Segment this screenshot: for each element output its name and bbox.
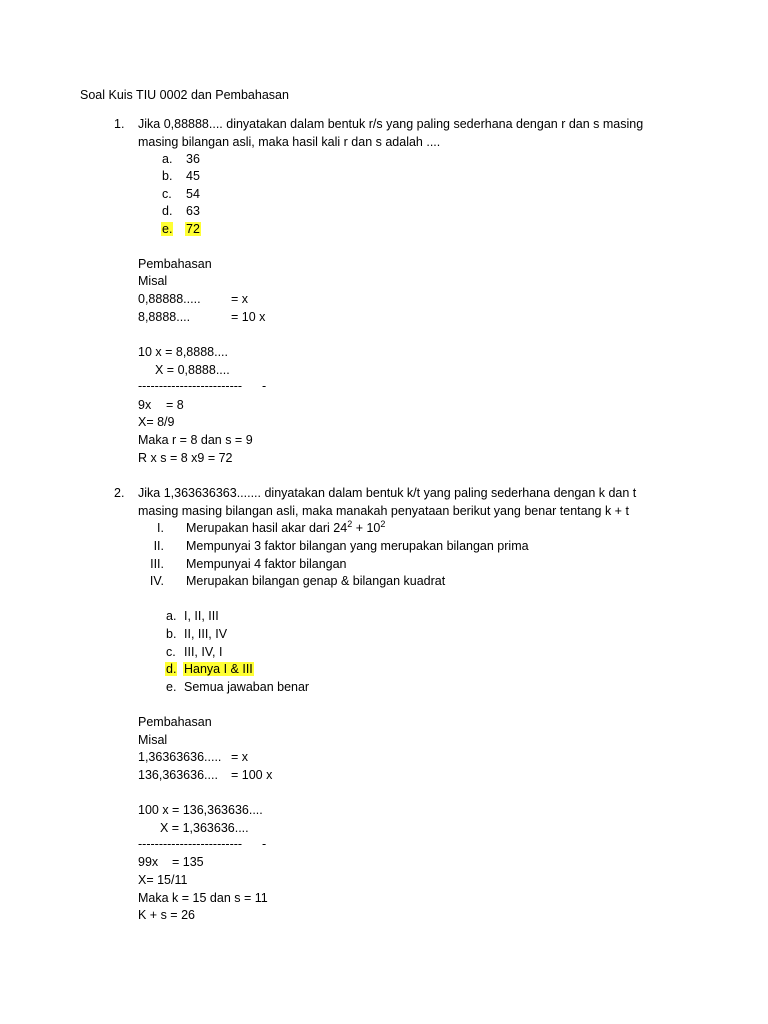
q2-work-2-left: 136,363636.... [138,768,218,782]
q2-statement-1-exponent-2: 2 [380,519,386,529]
q2-work-2-right: = 100 x [231,768,273,782]
q2-divider-minus: - [262,837,267,851]
document-title: Soal Kuis TIU 0002 dan Pembahasan [80,88,289,102]
q2-statement-2-text: Mempunyai 3 faktor bilangan yang merupakan bilangan prima [186,539,529,553]
q2-work-8: K + s = 26 [138,908,195,922]
q2-option-e-text: Semua jawaban benar [184,680,310,694]
q2-statement-1-number: I. [157,521,164,535]
question-2-line-1: Jika 1,363636363....... dinyatakan dalam bentuk k/t yang paling sederhana dengan k dan t [138,486,637,500]
q1-work-1-left: 0,88888..... [138,292,201,306]
q1-pembahasan-heading: Pembahasan [138,257,212,271]
q2-divider-dashes: ------------------------- [138,837,243,851]
q2-pembahasan-heading: Pembahasan [138,715,212,729]
q2-option-d-letter [165,661,177,678]
q2-statement-1-main: Merupakan hasil akar dari 24 [186,521,348,535]
q2-statement-4-text: Merupakan bilangan genap & bilangan kuadrat [186,574,446,588]
q2-work-1-left: 1,36363636..... [138,750,222,764]
q1-work-2-right: = 10 x [231,310,266,324]
q1-option-c-text: 54 [186,187,200,201]
q1-work-2-left: 8,8888.... [138,310,191,324]
q2-work-5-left: 99x [138,855,159,869]
q2-work-3: 100 x = 136,363636.... [138,803,263,817]
q2-option-c-letter: c. [166,645,176,659]
q2-statement-2-number: II. [153,539,164,553]
q1-answer-highlight-letter: e. [162,222,173,236]
q1-misal: Misal [138,274,168,288]
q1-option-d-letter: d. [162,204,173,218]
question-1-line-2: masing bilangan asli, maka hasil kali r dan s adalah .... [138,135,441,149]
q2-option-a-letter: a. [166,609,177,623]
q1-divider-dashes: ------------------------- [138,379,243,393]
q2-option-e-letter: e. [166,680,177,694]
question-1-number: 1. [114,117,125,131]
q2-work-5-right: = 135 [172,855,204,869]
q1-option-b-text: 45 [186,169,200,183]
q2-option-c-text: III, IV, I [184,645,223,659]
q1-work-5-right: = 8 [166,398,184,412]
q2-answer-highlight-text: Hanya I & III [184,662,253,676]
question-2-number: 2. [114,486,125,500]
question-2-line-2: masing masing bilangan asli, maka manakah penyataan berikut yang benar tentang k + t [138,504,629,518]
question-1-line-1: Jika 0,88888.... dinyatakan dalam bentuk r/s yang paling sederhana dengan r dan s masing [138,117,644,131]
q1-work-8: R x s = 8 x9 = 72 [138,451,233,465]
q1-work-7: Maka r = 8 dan s = 9 [138,433,253,447]
q2-option-d-text [183,661,254,678]
q2-work-7: Maka k = 15 dan s = 11 [138,891,268,905]
q1-work-3: 10 x = 8,8888.... [138,345,228,359]
q1-option-e-letter [161,221,173,238]
q2-statement-1-exponent-1: 2 [347,519,353,529]
q2-statement-3-number: III. [150,557,164,571]
q1-work-5-left: 9x [138,398,152,412]
q1-option-a-text: 36 [186,152,200,166]
q1-work-1-right: = x [231,292,249,306]
q2-statement-1-text [186,520,385,537]
q1-option-e-text [185,221,201,238]
q2-work-6: X= 15/11 [138,873,188,887]
q1-option-b-letter: b. [162,169,173,183]
q2-option-a-text: I, II, III [184,609,219,623]
q1-option-d-text: 63 [186,204,200,218]
q1-divider-minus: - [262,379,267,393]
q2-statement-4-number: IV. [149,574,164,588]
q1-option-a-letter: a. [162,152,173,166]
q2-option-b-letter: b. [166,627,177,641]
q1-answer-highlight-text: 72 [186,222,200,236]
q2-work-1-right: = x [231,750,249,764]
q2-answer-highlight-letter: d. [166,662,177,676]
q2-option-b-text: II, III, IV [184,627,228,641]
q1-work-4: X = 0,8888.... [155,363,230,377]
q2-statement-1-mid: + 10 [352,521,381,535]
q2-work-4: X = 1,363636.... [160,821,249,835]
q2-statement-3-text: Mempunyai 4 faktor bilangan [186,557,347,571]
q1-work-6: X= 8/9 [138,415,175,429]
q1-option-c-letter: c. [162,187,172,201]
q2-misal: Misal [138,733,168,747]
